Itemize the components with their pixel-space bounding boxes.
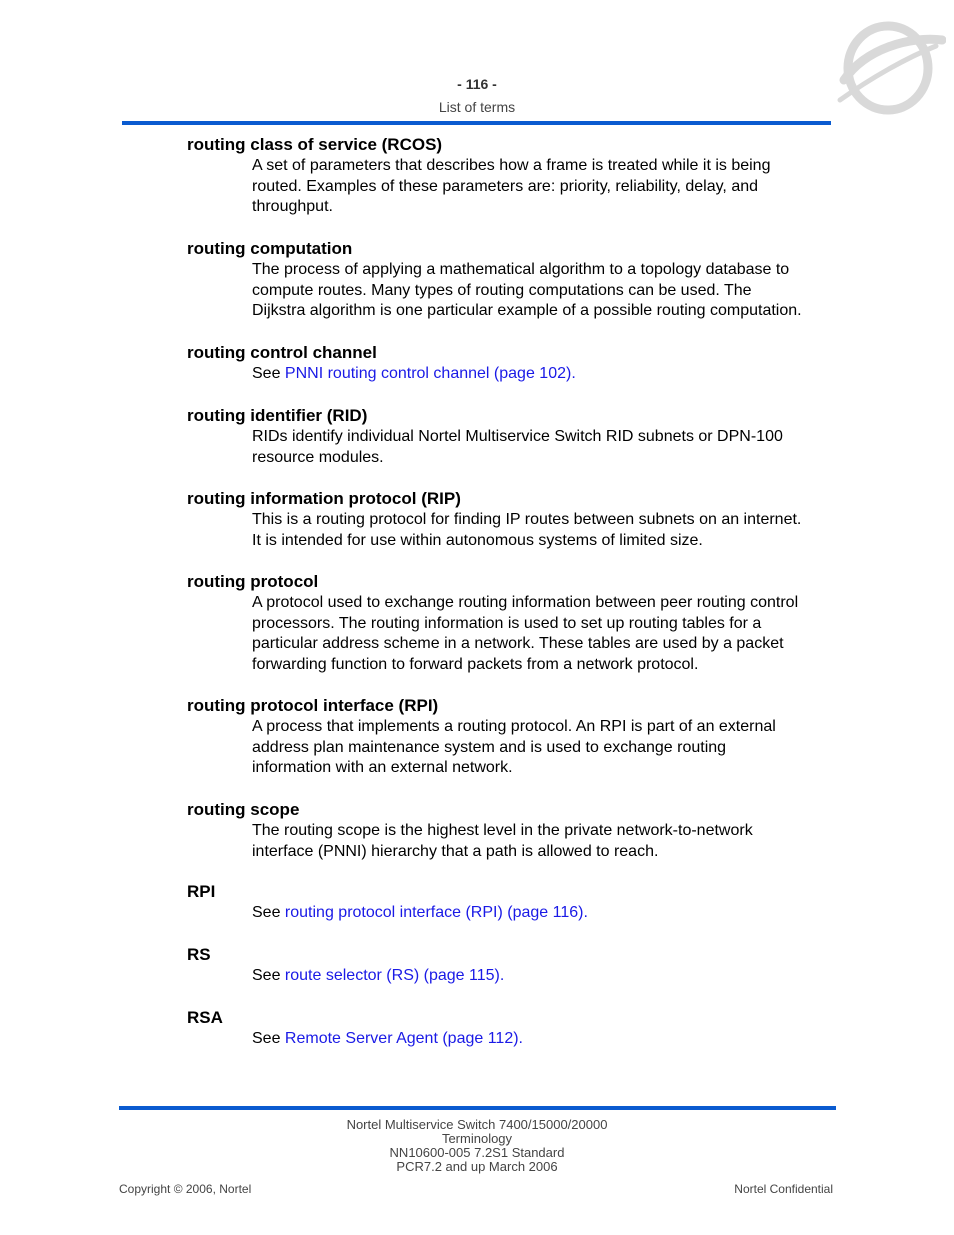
definition-line: A set of parameters that describes how a frame is treated while it is being [252,157,771,174]
definition-line: processors. The routing information is used to set up routing tables for a [252,614,762,632]
definition-line: particular address scheme in a network. These tables are used by a packet [252,635,784,652]
term-heading: routing information protocol (RIP) [187,489,461,508]
term-heading: routing scope [187,800,300,819]
footer-release-line: PCR7.2 and up March 2006 [396,1159,558,1174]
footer-doc-number-line: NN10600-005 7.2S1 Standard [389,1145,565,1160]
definition-line: information with an external network. [252,759,513,776]
definition-line: routed. Examples of these parameters are: priority, reliability, delay, and [252,177,759,195]
term-heading: RS [187,945,211,964]
definition-line: compute routes. Many types of routing computations can be used. The [252,281,752,299]
term-definition [252,510,837,551]
term-definition [252,156,837,218]
glossary-entry [187,134,837,238]
term-definition [252,821,837,862]
cross-reference-link[interactable]: routing protocol interface (RPI) (page 116). [284,904,588,921]
definition-line: throughput. [252,198,333,215]
definition-line: This is a routing protocol for finding IP routes between subnets on an internet. [252,511,802,528]
term-definition [252,1029,837,1050]
definition-line: address plan maintenance system and is used to exchange routing [252,738,727,756]
cross-reference-link[interactable]: Remote Server Agent (page 112). [284,1030,523,1047]
term-heading: routing control channel [187,343,377,362]
footer-divider [119,1106,836,1110]
header-divider [122,121,831,125]
cross-reference-link[interactable]: route selector (RS) (page 115). [284,967,505,984]
definition-line: It is intended for use within autonomous systems of limited size. [252,531,703,549]
term-heading: routing class of service (RCOS) [187,135,443,154]
term-definition [252,593,837,675]
definition-line: resource modules. [252,448,384,466]
glossary-entry [187,1007,837,1057]
glossary-entry [187,571,837,695]
term-definition [252,427,837,468]
definition-line: A process that implements a routing protocol. An RPI is part of an external [252,718,776,735]
term-definition [252,260,837,322]
term-definition [252,717,837,779]
glossary-entry [187,342,837,405]
glossary-entry [187,881,837,944]
definition-line: The process of applying a mathematical algorithm to a topology database to [252,261,790,278]
term-definition [252,903,837,924]
see-prefix: See [252,967,285,984]
term-heading: RPI [187,882,216,901]
definition-line: RIDs identify individual Nortel Multiservice Switch RID subnets or DPN-100 [252,428,783,445]
see-prefix: See [252,365,285,382]
see-prefix: See [252,904,285,921]
footer-document-info [0,1118,954,1174]
definition-line: interface (PNNI) hierarchy that a path is allowed to reach. [252,842,659,860]
definition-line: forwarding function to forward packets from a network protocol. [252,655,699,673]
definition-line: A protocol used to exchange routing information between peer routing control [252,594,799,611]
term-heading: routing protocol [187,572,319,591]
term-heading: routing identifier (RID) [187,406,368,425]
section-title: List of terms [438,99,516,115]
definition-line: The routing scope is the highest level in the private network-to-network [252,822,753,839]
term-heading: routing computation [187,239,353,258]
term-heading: RSA [187,1008,223,1027]
copyright-notice: Copyright © 2006, Nortel [119,1182,252,1196]
cross-reference-link[interactable]: PNNI routing control channel (page 102). [284,365,576,382]
glossary-list [187,134,837,1057]
footer-product-line: Nortel Multiservice Switch 7400/15000/20000 [346,1117,608,1132]
confidentiality-notice: Nortel Confidential [734,1182,833,1196]
glossary-entry [187,799,837,881]
definition-line: Dijkstra algorithm is one particular example of a possible routing computation. [252,302,802,319]
footer-title-line: Terminology [441,1131,513,1146]
see-prefix: See [252,1030,285,1047]
term-definition [252,966,837,987]
glossary-entry [187,405,837,488]
glossary-entry [187,488,837,571]
glossary-entry [187,238,837,342]
term-definition [252,364,837,385]
term-heading: routing protocol interface (RPI) [187,696,439,715]
glossary-entry [187,944,837,1007]
glossary-entry [187,695,837,799]
page-number: - 116 - [457,76,497,92]
